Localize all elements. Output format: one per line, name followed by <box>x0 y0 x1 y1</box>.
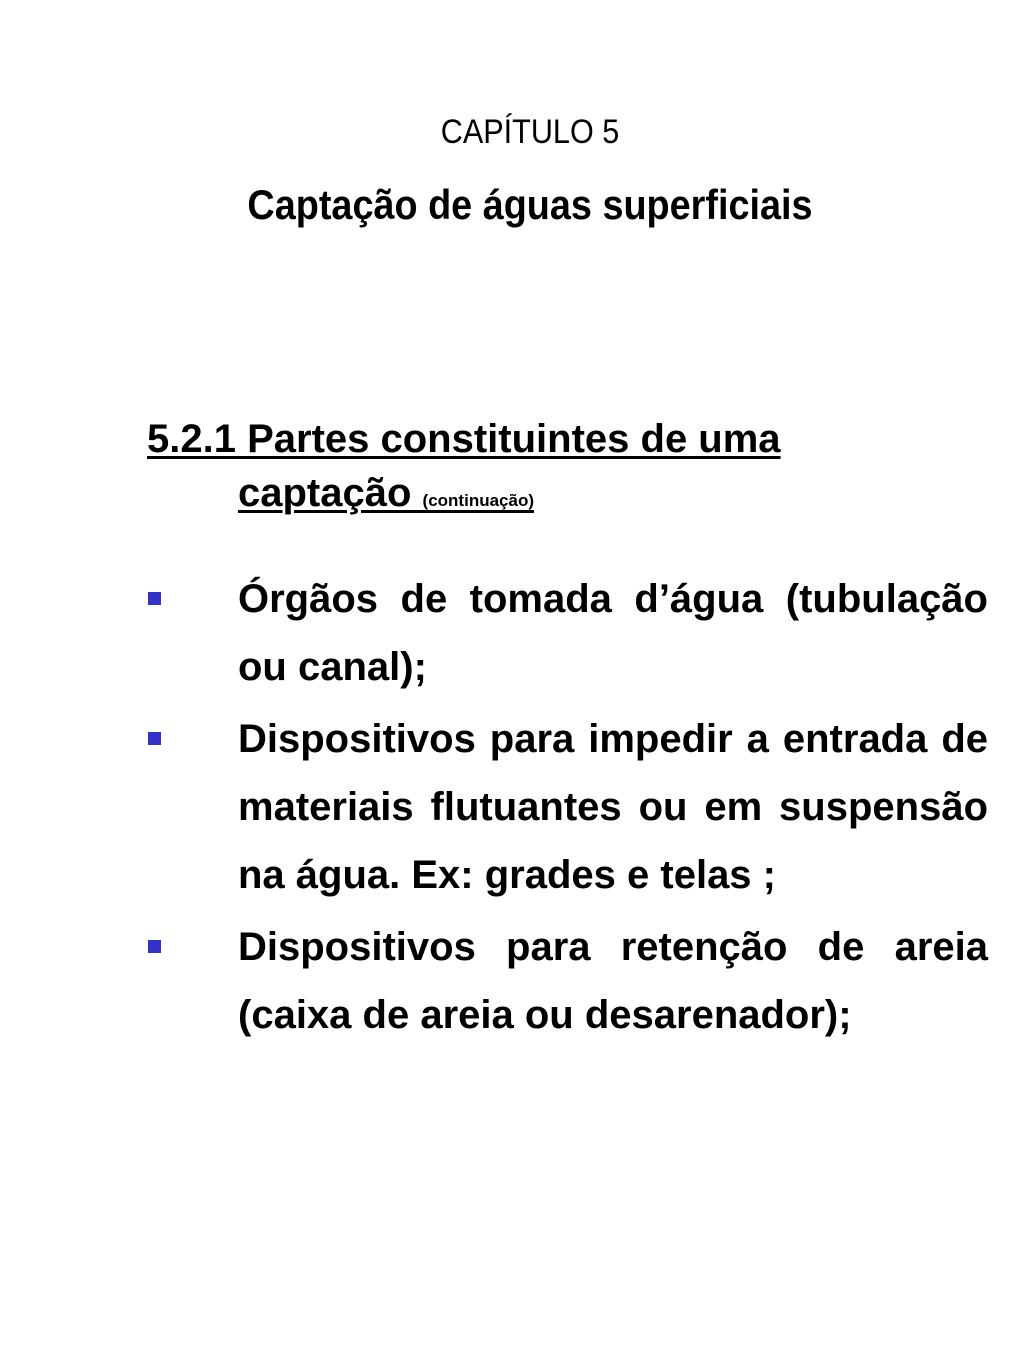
chapter-label: CAPÍTULO 5 <box>440 113 620 151</box>
section-heading-note: (continuação) <box>422 491 534 510</box>
square-bullet-icon <box>148 732 161 745</box>
bullet-text: Dispositivos para retenção de areia (caixa de areia ou desarenador); <box>238 925 988 1037</box>
square-bullet-icon <box>148 592 161 605</box>
square-bullet-icon <box>148 940 161 953</box>
bullet-item-screens <box>0 705 1024 909</box>
section-heading <box>147 412 927 528</box>
bullet-text: Dispositivos para impedir a entrada de materiais flutuantes ou em suspensão na água. Ex: grades e telas ; <box>238 717 988 897</box>
section-heading-line1: 5.2.1 Partes constituintes de uma <box>147 417 781 461</box>
page-title: Captação de águas superficiais <box>247 181 813 228</box>
section-heading-line2 <box>147 466 927 528</box>
bullet-item-sand-retention <box>0 913 1024 1049</box>
bullet-item-intake <box>0 565 1024 701</box>
bullet-text: Órgãos de tomada d’água (tubulação ou canal); <box>238 577 988 689</box>
section-heading-word: captação <box>238 471 412 515</box>
bullet-list <box>0 565 1024 1053</box>
